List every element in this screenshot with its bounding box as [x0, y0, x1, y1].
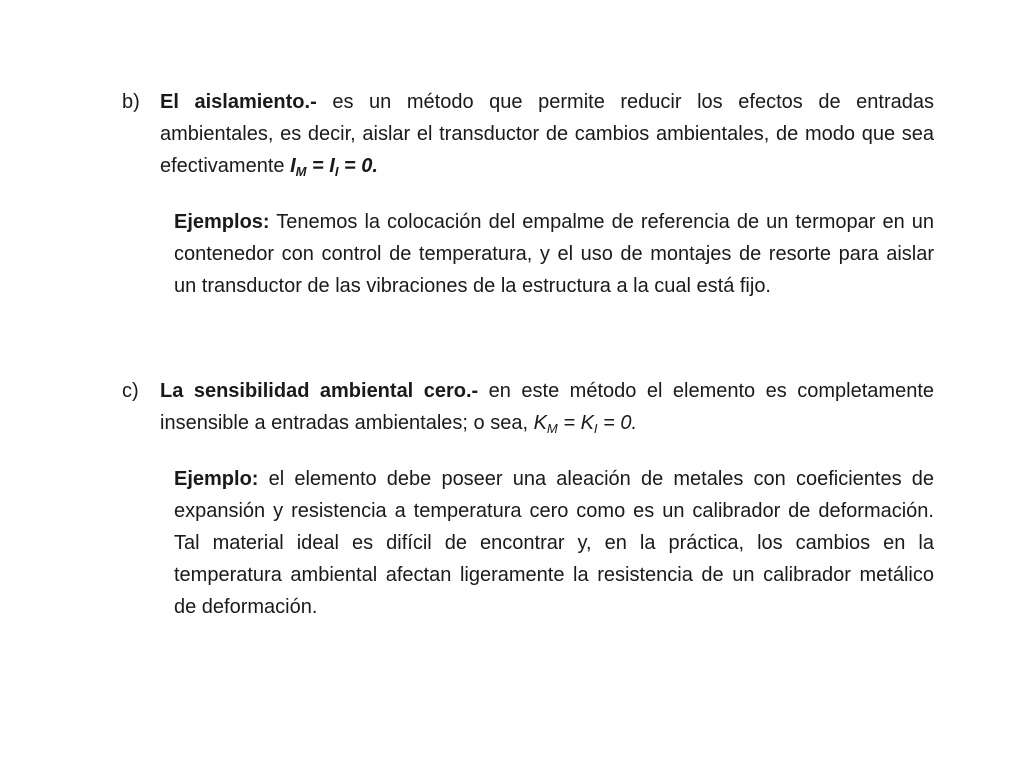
formula-sub-i: I	[593, 421, 598, 436]
formula-sub-m: M	[546, 421, 558, 436]
section-b-example	[174, 206, 934, 302]
formula-equals-1: =	[557, 412, 581, 434]
section-b-text: es un método que permite reducir los efectos de entradas ambientales, es decir, aislar el transductor de cambios ambientales, de modo que sea efectivamente	[160, 91, 934, 177]
section-b-paragraph	[160, 86, 934, 182]
formula-sub-m: M	[295, 164, 307, 179]
section-b-example-label: Ejemplos:	[174, 211, 270, 233]
section-c-paragraph	[160, 375, 934, 439]
section-c-formula	[534, 412, 637, 434]
list-item-c	[122, 375, 934, 439]
section-b-example-text: Tenemos la colocación del empalme de referencia de un termopar en un contenedor con control de temperatura, y el uso de montajes de resorte para aislar un transductor de las vibraciones de la estructura a la cual está fijo.	[174, 211, 934, 297]
section-c-example-text: el elemento debe poseer una aleación de metales con coeficientes de expansión y resistencia a temperatura cero como es un calibrador de deformación. Tal material ideal es difícil de encontrar y, en la práctica, los cambios en la temperatura ambiental afectan ligeramente la resistencia de un calibrador metálico de deformación.	[174, 468, 934, 618]
section-c-example	[174, 463, 934, 623]
formula-equals-zero: = 0.	[338, 155, 378, 177]
list-marker-c: c)	[122, 380, 139, 402]
formula-var-km: K	[533, 412, 547, 434]
section-b-title: El aislamiento.-	[160, 91, 317, 113]
section-c-title: La sensibilidad ambiental cero.-	[160, 380, 479, 402]
formula-var-ki: K	[580, 412, 594, 434]
section-c-text: en este método el elemento es completamente insensible a entradas ambientales; o sea,	[160, 380, 934, 434]
section-b-formula	[290, 155, 378, 177]
formula-equals-zero: = 0.	[597, 412, 638, 434]
formula-equals-1: =	[306, 155, 330, 177]
section-c-example-label: Ejemplo:	[174, 468, 259, 490]
formula-var-ii: I	[329, 155, 335, 177]
list-item-b	[122, 86, 934, 182]
formula-sub-i: I	[334, 164, 339, 179]
list-marker-b: b)	[122, 91, 140, 113]
formula-var-im: I	[290, 155, 296, 177]
